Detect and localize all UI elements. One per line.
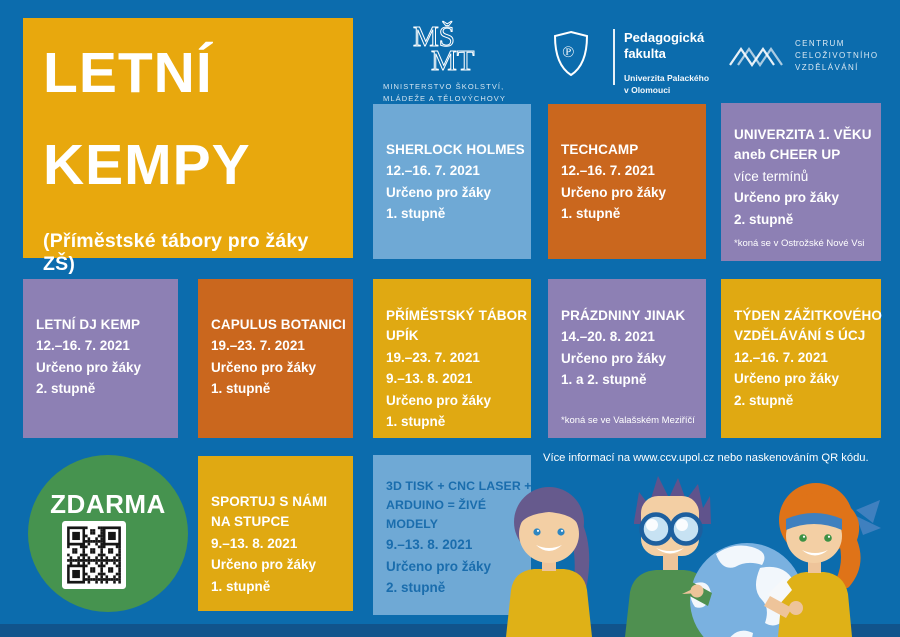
camp-audience: Určeno pro žáky — [734, 371, 840, 387]
camp-grade: 2. stupně — [36, 381, 96, 397]
camp-name: SPORTUJ S NÁMI — [211, 494, 328, 509]
poster-subtitle: (Příměstské tábory pro žáky ZŠ) — [43, 229, 309, 275]
camp-audience: Určeno pro žáky — [36, 359, 142, 375]
title-line-2: KEMPY — [43, 132, 251, 197]
ccv-logo-text — [795, 38, 879, 74]
camp-date: 12.–16. 7. 2021 — [734, 349, 828, 365]
camp-name: LETNÍ DJ KEMP — [36, 317, 141, 332]
qr-code — [62, 521, 126, 589]
camp-audience: Určeno pro žáky — [211, 557, 317, 573]
camp-card-tyden-zazitkoveho-vzdelavani — [721, 279, 881, 438]
camp-card-techcamp — [548, 104, 706, 259]
camp-name: SHERLOCK HOLMES — [386, 142, 525, 157]
camp-audience: Určeno pro žáky — [386, 184, 492, 200]
camp-date: 9.–13. 8. 2021 — [386, 537, 473, 553]
camp-name-line-2: VZDĚLÁVÁNÍ S ÚCJ — [734, 328, 866, 344]
poster-title-box — [23, 18, 353, 275]
camp-audience: Určeno pro žáky — [211, 359, 317, 375]
free-badge-label: ZDARMA — [50, 489, 166, 519]
camp-name-line-2: NA STUPCE — [211, 514, 290, 530]
camp-grade: 1. stupně — [211, 578, 271, 594]
girl-purple-hair — [506, 487, 592, 637]
camp-audience: Určeno pro žáky — [734, 190, 840, 206]
camp-grade: 1. stupně — [386, 414, 446, 430]
camp-name: TECHCAMP — [561, 142, 639, 157]
camp-note: *koná se v Ostrožské Nové Vsi — [734, 238, 865, 249]
camp-grade: 1. a 2. stupně — [561, 372, 647, 388]
camp-grade: 2. stupně — [734, 211, 794, 227]
camp-date: 12.–16. 7. 2021 — [561, 163, 655, 179]
camp-grade: 1. stupně — [211, 381, 271, 397]
svg-text:℗: ℗ — [562, 44, 575, 61]
ccv-logo — [727, 38, 879, 74]
camp-card-primestsky-tabor-upik — [373, 279, 531, 438]
camp-grade: 2. stupně — [386, 580, 446, 596]
camp-card-capulus-botanici — [198, 279, 353, 438]
camp-note: *koná se ve Valašském Meziříčí — [561, 415, 695, 426]
faculty-name-line-1: Pedagogická — [624, 30, 705, 45]
camp-grade: 1. stupně — [561, 206, 621, 222]
children-globe-illustration — [478, 468, 900, 637]
camp-name-line-2: UPÍK — [386, 328, 419, 344]
camp-audience: Určeno pro žáky — [386, 558, 492, 574]
camp-date: 19.–23. 7. 2021 — [386, 349, 480, 365]
info-line: Více informací na www.ccv.upol.cz nebo naskenováním QR kódu. — [543, 452, 869, 464]
msmt-caption-line-1: MINISTERSTVO ŠKOLSTVÍ, — [383, 82, 505, 91]
camp-card-sherlock-holmes — [373, 104, 531, 259]
up-shield-icon — [552, 30, 590, 78]
svg-text:MŠ: MŠ — [413, 21, 455, 53]
camp-name-line-3: MODELY — [386, 517, 439, 532]
ccv-line-3: VZDĚLÁVÁNÍ — [795, 63, 859, 72]
ccv-line-1: CENTRUM — [795, 39, 845, 48]
ccv-line-2: CELOŽIVOTNÍHO — [795, 51, 879, 60]
university-line-1: Univerzita Palackého — [624, 72, 710, 83]
camp-card-letni-dj-kemp — [23, 279, 178, 438]
msmt-caption-line-2: MLÁDEŽE A TĚLOVÝCHOVY — [383, 93, 506, 103]
camp-date-2: 9.–13. 8. 2021 — [386, 371, 473, 387]
camp-name-line-2: ARDUINO = ŽIVÉ — [386, 498, 487, 513]
camp-name: CAPULUS BOTANICI — [211, 317, 346, 332]
header-divider — [613, 29, 615, 85]
camp-grade: 1. stupně — [386, 206, 446, 222]
camp-audience: Určeno pro žáky — [561, 350, 667, 366]
camp-audience: Určeno pro žáky — [386, 392, 492, 408]
camp-name: PRÁZDNINY JINAK — [561, 308, 686, 323]
ccv-zigzag-icon — [727, 39, 785, 73]
camp-date: 9.–13. 8. 2021 — [211, 535, 298, 551]
faculty-logo-text — [624, 30, 709, 96]
title-line-1: LETNÍ — [43, 41, 213, 105]
msmt-monogram-icon — [407, 20, 477, 74]
faculty-name-line-2: fakulta — [624, 46, 666, 62]
camp-name: TÝDEN ZÁŽITKOVÉHO — [734, 308, 882, 323]
camp-audience: Určeno pro žáky — [561, 184, 667, 200]
camp-terms: více termínů — [734, 168, 809, 184]
camp-card-prazdniny-jinak — [548, 279, 706, 438]
university-line-2: v Olomouci — [624, 84, 671, 95]
camp-grade: 2. stupně — [734, 392, 794, 408]
msmt-logo — [383, 20, 506, 104]
camp-date: 12.–16. 7. 2021 — [386, 163, 480, 179]
camp-date: 12.–16. 7. 2021 — [36, 338, 130, 354]
camp-name-line-2: aneb CHEER UP — [734, 147, 841, 163]
camp-card-univerzita-1-veku — [721, 103, 881, 261]
camp-name: 3D TISK + CNC LASER + — [386, 479, 532, 493]
camp-date: 19.–23. 7. 2021 — [211, 338, 305, 354]
camp-name: PŘÍMĚSTSKÝ TÁBOR — [386, 308, 528, 323]
svg-text:MT: MT — [431, 45, 475, 74]
camp-date: 14.–20. 8. 2021 — [561, 329, 655, 345]
camp-name: UNIVERZITA 1. VĚKU — [734, 127, 872, 142]
camp-card-sportuj-s-nami — [198, 456, 353, 611]
